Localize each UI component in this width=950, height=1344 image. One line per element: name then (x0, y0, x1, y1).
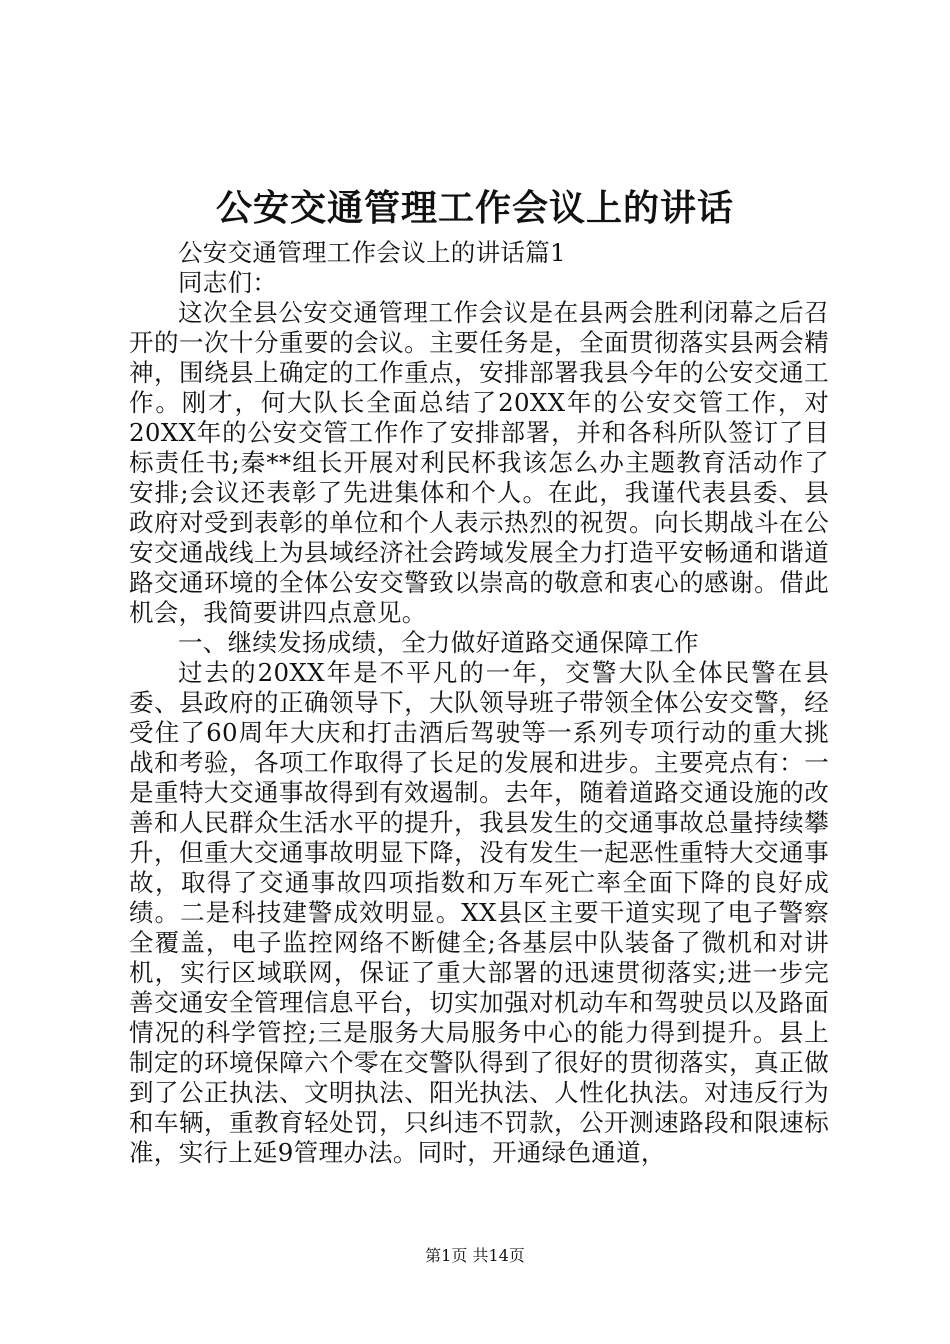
document-body (129, 238, 829, 1168)
body-paragraph: 过去的20XX年是不平凡的一年，交警大队全体民警在县委、县政府的正确领导下，大队领导班子带领全体公安交警，经受住了60周年大庆和打击酒后驾驶等一系列专项行动的重大挑战和考验，各项工作取得了长足的发展和进步。主要亮点有：一是重特大交通事故得到有效遏制。去年，随着道路交通设施的改善和人民群众生活水平的提升，我县发生的交通事故总量持续攀升，但重大交通事故明显下降，没有发生一起恶性重特大交通事故，取得了交通事故四项指数和万车死亡率全面下降的良好成绩。二是科技建警成效明显。XX县区主要干道实现了电子警察全覆盖，电子监控网络不断健全;各基层中队装备了微机和对讲机，实行区域联网，保证了重大部署的迅速贯彻落实;进一步完善交通安全管理信息平台，切实加强对机动车和驾驶员以及路面情况的科学管控;三是服务大局服务中心的能力得到提升。县上制定的环境保障六个零在交警队得到了很好的贯彻落实，真正做到了公正执法、文明执法、阳光执法、人性化执法。对违反行为和车辆，重教育轻处罚，只纠违不罚款，公开测速路段和限速标准，实行上延9管理办法。同时，开通绿色通道， (129, 658, 829, 1167)
subtitle-paragraph: 公安交通管理工作会议上的讲话篇1 (178, 238, 566, 267)
salutation-paragraph: 同志们： (178, 268, 278, 297)
body-paragraph: 这次全县公安交通管理工作会议是在县两会胜利闭幕之后召开的一次十分重要的会议。主要任务是，全面贯彻落实县两会精神，围绕县上确定的工作重点，安排部署我县今年的公安交通工作。刚才，何大队长全面总结了20XX年的公安交管工作，对20XX年的公安交管工作作了安排部署，并和各科所队签订了目标责任书;秦**组长开展对利民杯我该怎么办主题教育活动作了安排;会议还表彰了先进集体和个人。在此，我谨代表县委、县政府对受到表彰的单位和个人表示热烈的祝贺。向长期战斗在公安交通战线上为县域经济社会跨域发展全力打造平安畅通和谐道路交通环境的全体公安交警致以崇高的敬意和衷心的感谢。借此机会，我简要讲四点意见。 (129, 298, 829, 627)
section-heading: 一、继续发扬成绩，全力做好道路交通保障工作 (178, 628, 699, 657)
document-title: 公安交通管理工作会议上的讲话 (215, 187, 734, 229)
page-number-footer: 第1页 共14页 (425, 1246, 525, 1265)
